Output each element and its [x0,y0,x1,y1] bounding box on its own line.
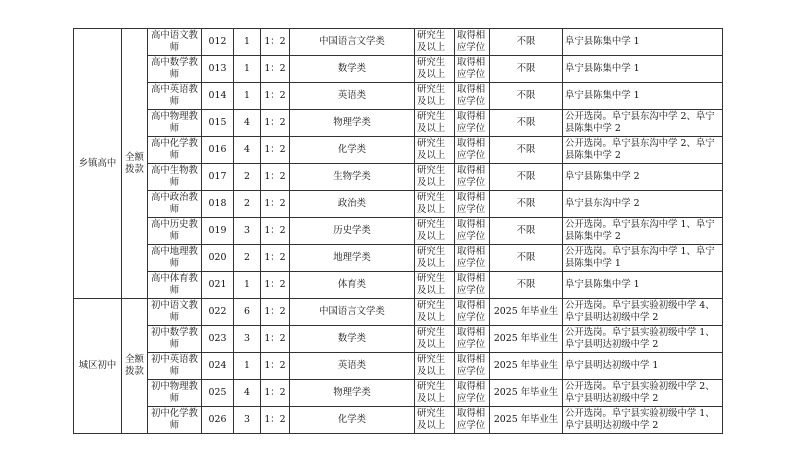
code-cell: 026 [202,407,234,434]
note-cell: 公开选岗。阜宁县东沟中学 1、阜宁县陈集中学 2 [563,218,723,245]
code-cell: 020 [202,245,234,272]
table-row [74,407,723,434]
ratio-cell: 1：2 [261,56,290,83]
major-cell: 历史学类 [290,218,415,245]
count-cell: 1 [234,29,261,56]
table-row [74,326,723,353]
note-cell: 公开选岗。阜宁县东沟中学 2、阜宁县陈集中学 2 [563,110,723,137]
major-cell: 物理学类 [290,380,415,407]
major-cell: 政治类 [290,191,415,218]
table-row [74,191,723,218]
education-cell: 研究生及以上 [415,218,455,245]
code-cell: 014 [202,83,234,110]
table-row [74,218,723,245]
note-cell: 阜宁县陈集中学 1 [563,56,723,83]
other-req-cell: 不限 [490,110,563,137]
other-req-cell: 2025 年毕业生 [490,326,563,353]
other-req-cell: 不限 [490,245,563,272]
ratio-cell: 1：2 [261,191,290,218]
major-cell: 物理学类 [290,110,415,137]
major-cell: 英语类 [290,353,415,380]
education-cell: 研究生及以上 [415,353,455,380]
other-req-cell: 不限 [490,191,563,218]
post-cell: 高中英语教师 [148,83,202,110]
code-cell: 025 [202,380,234,407]
note-cell: 公开选岗。阜宁县实验初级中学 4、阜宁县明达初级中学 2 [563,299,723,326]
note-cell: 公开选岗。阜宁县实验初级中学 1、阜宁县明达初级中学 2 [563,407,723,434]
post-cell: 高中物理教师 [148,110,202,137]
note-cell: 公开选岗。阜宁县实验初级中学 2、阜宁县明达初级中学 2 [563,380,723,407]
code-cell: 023 [202,326,234,353]
education-cell: 研究生及以上 [415,407,455,434]
count-cell: 3 [234,407,261,434]
post-cell: 初中数学教师 [148,326,202,353]
education-cell: 研究生及以上 [415,164,455,191]
degree-cell: 取得相应学位 [455,191,490,218]
count-cell: 2 [234,164,261,191]
note-cell: 阜宁县陈集中学 1 [563,272,723,299]
degree-cell: 取得相应学位 [455,380,490,407]
note-cell: 阜宁县东沟中学 2 [563,191,723,218]
education-cell: 研究生及以上 [415,380,455,407]
table-row [74,380,723,407]
ratio-cell: 1：2 [261,380,290,407]
code-cell: 022 [202,299,234,326]
other-req-cell: 不限 [490,272,563,299]
count-cell: 3 [234,326,261,353]
post-cell: 高中历史教师 [148,218,202,245]
ratio-cell: 1：2 [261,110,290,137]
note-cell: 公开选岗。阜宁县东沟中学 1、阜宁县陈集中学 1 [563,245,723,272]
table-row [74,56,723,83]
other-req-cell: 不限 [490,137,563,164]
count-cell: 4 [234,137,261,164]
ratio-cell: 1：2 [261,83,290,110]
ratio-cell: 1：2 [261,299,290,326]
post-cell: 初中化学教师 [148,407,202,434]
major-cell: 数学类 [290,56,415,83]
note-cell: 公开选岗。阜宁县东沟中学 2、阜宁县陈集中学 2 [563,137,723,164]
degree-cell: 取得相应学位 [455,272,490,299]
degree-cell: 取得相应学位 [455,110,490,137]
table-row [74,164,723,191]
ratio-cell: 1：2 [261,272,290,299]
degree-cell: 取得相应学位 [455,326,490,353]
table-row [74,353,723,380]
post-cell: 高中地理教师 [148,245,202,272]
major-cell: 化学类 [290,407,415,434]
count-cell: 1 [234,56,261,83]
code-cell: 024 [202,353,234,380]
education-cell: 研究生及以上 [415,245,455,272]
ratio-cell: 1：2 [261,245,290,272]
funding-cell: 全额拨款 [122,299,148,434]
other-req-cell: 2025 年毕业生 [490,407,563,434]
recruitment-table [73,28,723,434]
code-cell: 013 [202,56,234,83]
ratio-cell: 1：2 [261,353,290,380]
count-cell: 6 [234,299,261,326]
education-cell: 研究生及以上 [415,137,455,164]
code-cell: 018 [202,191,234,218]
count-cell: 2 [234,191,261,218]
post-cell: 初中英语教师 [148,353,202,380]
major-cell: 中国语言文学类 [290,299,415,326]
ratio-cell: 1：2 [261,407,290,434]
other-req-cell: 不限 [490,164,563,191]
ratio-cell: 1：2 [261,326,290,353]
post-cell: 初中语文教师 [148,299,202,326]
post-cell: 高中语文教师 [148,29,202,56]
table-row [74,272,723,299]
degree-cell: 取得相应学位 [455,137,490,164]
other-req-cell: 不限 [490,83,563,110]
count-cell: 3 [234,218,261,245]
ratio-cell: 1：2 [261,29,290,56]
degree-cell: 取得相应学位 [455,245,490,272]
count-cell: 1 [234,83,261,110]
table-row [74,245,723,272]
table-row [74,29,723,56]
ratio-cell: 1：2 [261,164,290,191]
education-cell: 研究生及以上 [415,326,455,353]
note-cell: 阜宁县陈集中学 2 [563,164,723,191]
education-cell: 研究生及以上 [415,29,455,56]
table-row [74,137,723,164]
code-cell: 019 [202,218,234,245]
table-row [74,83,723,110]
table-body [74,29,723,434]
code-cell: 016 [202,137,234,164]
education-cell: 研究生及以上 [415,110,455,137]
degree-cell: 取得相应学位 [455,83,490,110]
degree-cell: 取得相应学位 [455,353,490,380]
code-cell: 012 [202,29,234,56]
code-cell: 021 [202,272,234,299]
count-cell: 1 [234,353,261,380]
education-cell: 研究生及以上 [415,299,455,326]
code-cell: 017 [202,164,234,191]
post-cell: 初中物理教师 [148,380,202,407]
other-req-cell: 2025 年毕业生 [490,380,563,407]
note-cell: 公开选岗。阜宁县实验初级中学 1、阜宁县明达初级中学 2 [563,326,723,353]
degree-cell: 取得相应学位 [455,218,490,245]
category-cell: 乡镇高中 [74,29,122,299]
count-cell: 4 [234,110,261,137]
post-cell: 高中化学教师 [148,137,202,164]
ratio-cell: 1：2 [261,218,290,245]
post-cell: 高中政治教师 [148,191,202,218]
note-cell: 阜宁县明达初级中学 1 [563,353,723,380]
other-req-cell: 不限 [490,29,563,56]
post-cell: 高中生物教师 [148,164,202,191]
education-cell: 研究生及以上 [415,56,455,83]
other-req-cell: 不限 [490,218,563,245]
note-cell: 阜宁县陈集中学 1 [563,83,723,110]
count-cell: 4 [234,380,261,407]
table-row [74,110,723,137]
education-cell: 研究生及以上 [415,83,455,110]
code-cell: 015 [202,110,234,137]
degree-cell: 取得相应学位 [455,56,490,83]
table-row [74,299,723,326]
major-cell: 体育类 [290,272,415,299]
major-cell: 中国语言文学类 [290,29,415,56]
education-cell: 研究生及以上 [415,191,455,218]
post-cell: 高中数学教师 [148,56,202,83]
degree-cell: 取得相应学位 [455,407,490,434]
degree-cell: 取得相应学位 [455,29,490,56]
major-cell: 数学类 [290,326,415,353]
funding-cell: 全额拨款 [122,29,148,299]
major-cell: 地理学类 [290,245,415,272]
ratio-cell: 1：2 [261,137,290,164]
education-cell: 研究生及以上 [415,272,455,299]
major-cell: 英语类 [290,83,415,110]
category-cell: 城区初中 [74,299,122,434]
major-cell: 化学类 [290,137,415,164]
other-req-cell: 2025 年毕业生 [490,353,563,380]
post-cell: 高中体育教师 [148,272,202,299]
count-cell: 2 [234,245,261,272]
count-cell: 1 [234,272,261,299]
other-req-cell: 2025 年毕业生 [490,299,563,326]
major-cell: 生物学类 [290,164,415,191]
degree-cell: 取得相应学位 [455,299,490,326]
degree-cell: 取得相应学位 [455,164,490,191]
note-cell: 阜宁县陈集中学 1 [563,29,723,56]
other-req-cell: 不限 [490,56,563,83]
